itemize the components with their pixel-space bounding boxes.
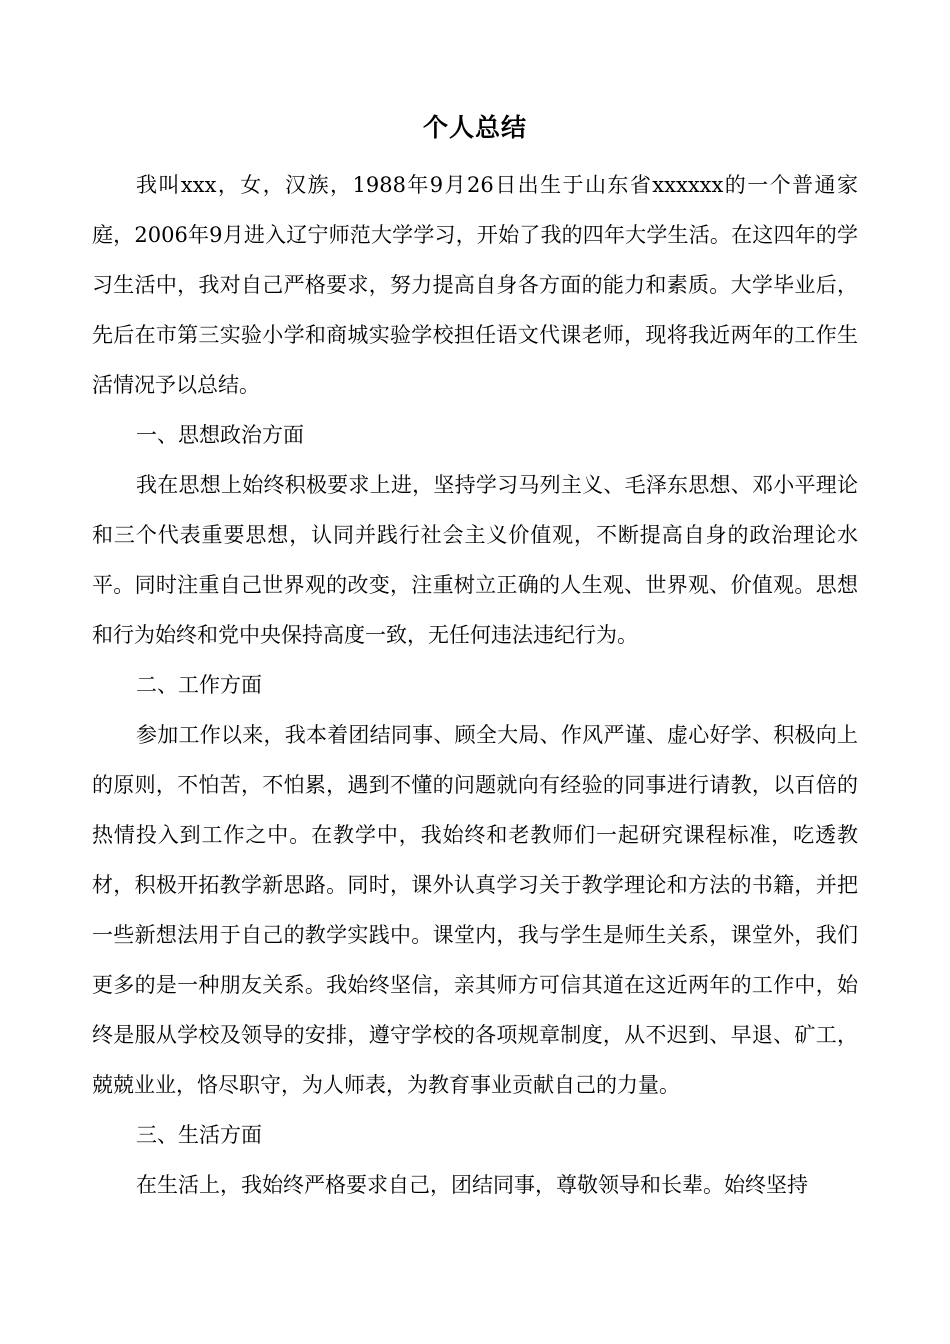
section-body-politics: 我在思想上始终积极要求上进，坚持学习马列主义、毛泽东思想、邓小平理论和三个代表重要思想，认同并践行社会主义价值观，不断提高自身的政治理论水平。同时注重自己世界观的改变，注重树立正确的人生观、世界观、价值观。思想和行为始终和党中央保持高度一致，无任何违法违纪行为。 bbox=[92, 473, 858, 647]
section-body-work: 参加工作以来，我本着团结同事、顾全大局、作风严谨、虚心好学、积极向上的原则，不怕苦，不怕累，遇到不懂的问题就向有经验的同事进行请教，以百倍的热情投入到工作之中。在教学中，我始终和老教师们一起研究课程标准，吃透教材，积极开拓教学新思路。同时，课外认真学习关于教学理论和方法的书籍，并把一些新想法用于自己的教学实践中。课堂内，我与学生是师生关系，课堂外，我们更多的是一种朋友关系。我始终坚信，亲其师方可信其道在这近两年的工作中，始终是服从学校及领导的安排，遵守学校的各项规章制度，从不迟到、早退、矿工，兢兢业业，恪尽职守，为人师表，为教育事业贡献自己的力量。 bbox=[92, 723, 858, 1097]
document-title: 个人总结 bbox=[422, 113, 527, 142]
section-heading-politics: 一、思想政治方面 bbox=[136, 423, 304, 447]
section-heading-life: 三、生活方面 bbox=[136, 1123, 262, 1147]
section-heading-work: 二、工作方面 bbox=[136, 673, 262, 697]
section-body-life: 在生活上，我始终严格要求自己，团结同事，尊敬领导和长辈。始终坚持 bbox=[136, 1173, 808, 1197]
intro-paragraph: 我叫xxx，女，汉族，1988年9月26日出生于山东省xxxxxx的一个普通家庭，2006年9月进入辽宁师范大学学习，开始了我的四年大学生活。在这四年的学习生活中，我对自己严格要求，努力提高自身各方面的能力和素质。大学毕业后，先后在市第三实验小学和商城实验学校担任语文代课老师，现将我近两年的工作生活情况予以总结。 bbox=[92, 173, 858, 397]
